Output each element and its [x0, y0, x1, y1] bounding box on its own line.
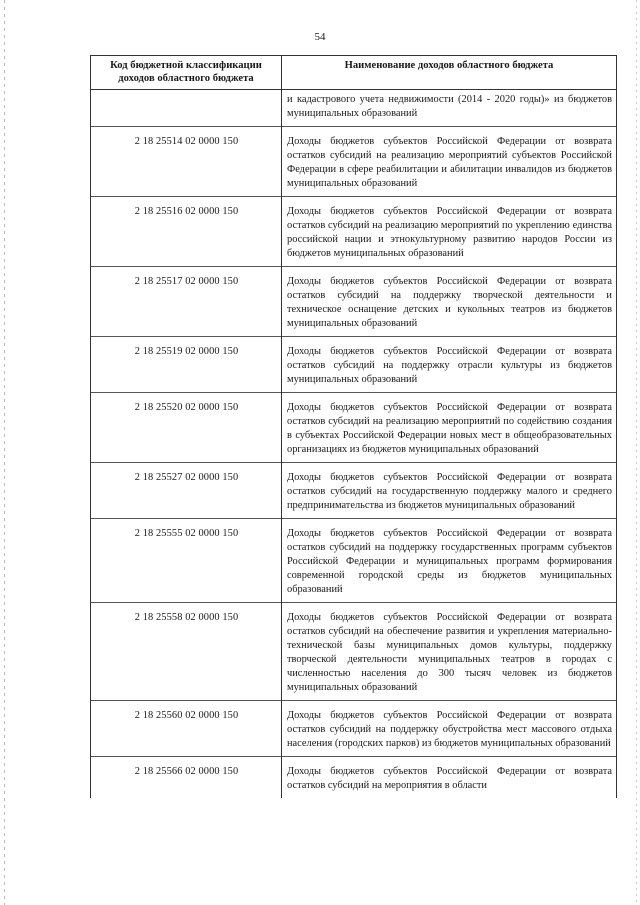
- table-row: [91, 603, 617, 701]
- row-name: Доходы бюджетов субъектов Российской Федерации от возврата остатков субсидий на государственную поддержку малого и среднего предпринимательства из бюджетов муниципальных образований: [282, 463, 617, 519]
- page-number: 54: [314, 31, 326, 43]
- row-name: Доходы бюджетов субъектов Российской Федерации от возврата остатков субсидий на поддержку отрасли культуры из бюджетов муниципальных образований: [282, 337, 617, 393]
- table-row: [91, 197, 617, 267]
- row-code: 2 18 25527 02 0000 150: [91, 463, 282, 519]
- table-row: [91, 757, 617, 799]
- scan-edge-left: [4, 0, 5, 905]
- row-name: Доходы бюджетов субъектов Российской Федерации от возврата остатков субсидий на обеспечение развития и укрепления материально-технической базы муниципальных домов культуры, поддержку творческой деятельности муниципальных театров в городах с численностью населения до 300 тысяч человек из бюджетов муниципальных образований: [282, 603, 617, 701]
- row-code: 2 18 25516 02 0000 150: [91, 197, 282, 267]
- row-name: Доходы бюджетов субъектов Российской Федерации от возврата остатков субсидий на реализацию мероприятий по содействию создания в субъектах Российской Федерации новых мест в общеобразовательных организациях из бюджетов муниципальных образований: [282, 393, 617, 463]
- row-name: Доходы бюджетов субъектов Российской Федерации от возврата остатков субсидий на поддержку государственных программ субъектов Российской Федерации и муниципальных программ формирования современной городской среды из бюджетов муниципальных образований: [282, 519, 617, 603]
- header-code: Код бюджетной классификации доходов областного бюджета: [91, 56, 282, 90]
- row-name: Доходы бюджетов субъектов Российской Федерации от возврата остатков субсидий на реализацию мероприятий по укреплению единства российской нации и этнокультурному развитию народов России из бюджетов муниципальных образований: [282, 197, 617, 267]
- row-name: Доходы бюджетов субъектов Российской Федерации от возврата остатков субсидий на поддержку обустройства мест массового отдыха населения (городских парков) из бюджетов муниципальных образований: [282, 701, 617, 757]
- table-row: [91, 127, 617, 197]
- table-row: [91, 267, 617, 337]
- row-code: [91, 90, 282, 127]
- table-row: [91, 519, 617, 603]
- row-code: 2 18 25558 02 0000 150: [91, 603, 282, 701]
- budget-revenue-table: [90, 55, 617, 798]
- row-code: 2 18 25514 02 0000 150: [91, 127, 282, 197]
- row-name: Доходы бюджетов субъектов Российской Федерации от возврата остатков субсидий на мероприятия в области: [282, 757, 617, 799]
- table-row: [91, 701, 617, 757]
- header-name: Наименование доходов областного бюджета: [282, 56, 617, 90]
- table-row: [91, 463, 617, 519]
- row-code: 2 18 25566 02 0000 150: [91, 757, 282, 799]
- scan-edge-right: [636, 0, 637, 905]
- table-row: [91, 90, 617, 127]
- row-name: и кадастрового учета недвижимости (2014 - 2020 годы)» из бюджетов муниципальных образований: [282, 90, 617, 127]
- row-code: 2 18 25519 02 0000 150: [91, 337, 282, 393]
- row-name: Доходы бюджетов субъектов Российской Федерации от возврата остатков субсидий на поддержку творческой деятельности и техническое оснащение детских и кукольных театров из бюджетов муниципальных образований: [282, 267, 617, 337]
- row-code: 2 18 25560 02 0000 150: [91, 701, 282, 757]
- table-row: [91, 337, 617, 393]
- row-code: 2 18 25517 02 0000 150: [91, 267, 282, 337]
- table-header-row: [91, 56, 617, 90]
- table-row: [91, 393, 617, 463]
- row-code: 2 18 25520 02 0000 150: [91, 393, 282, 463]
- row-name: Доходы бюджетов субъектов Российской Федерации от возврата остатков субсидий на реализацию мероприятий субъектов Российской Федерации в сфере реабилитации и абилитации инвалидов из бюджетов муниципальных образований: [282, 127, 617, 197]
- row-code: 2 18 25555 02 0000 150: [91, 519, 282, 603]
